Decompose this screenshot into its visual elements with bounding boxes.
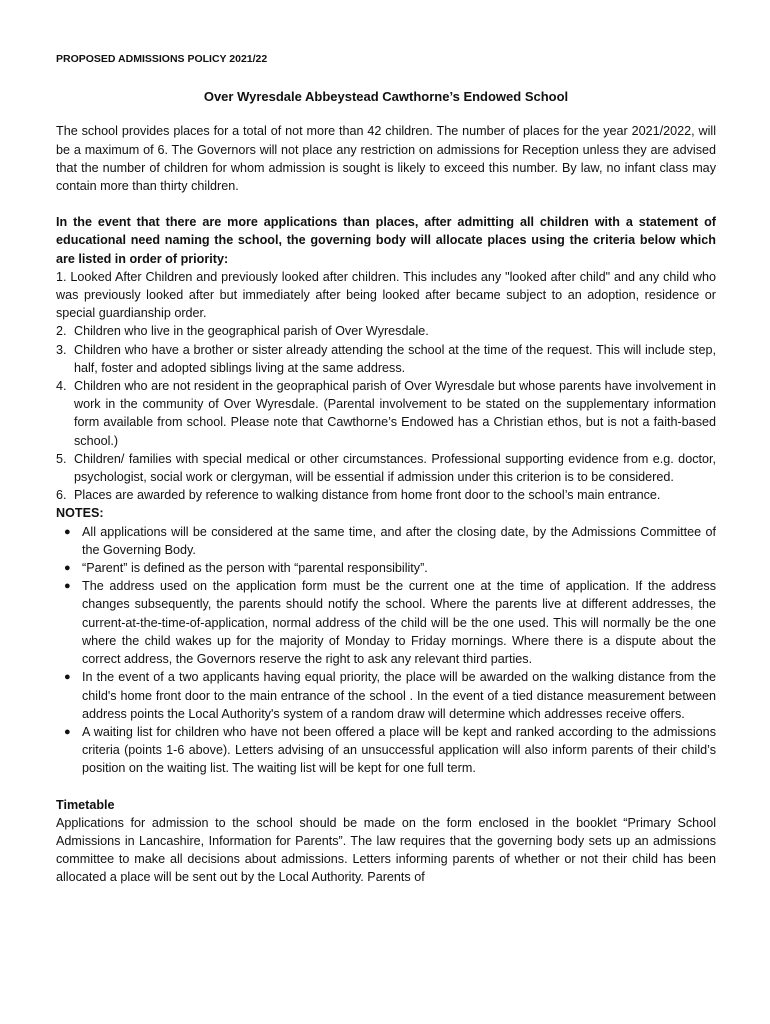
note-text: A waiting list for children who have not been offered a place will be kept and ranked according to the admissions criteria (points 1-6 above). Letters advising of an unsuccessful application will also inform parents of their child’s position on the waiting list. The waiting list will be kept for one full term. [82, 724, 716, 776]
criterion-text: Children who live in the geographical parish of Over Wyresdale. [74, 324, 429, 339]
bullet-icon: ● [64, 525, 71, 538]
criterion-number: 3. [56, 342, 67, 357]
note-item [56, 723, 716, 778]
criterion-text: Children/ families with special medical or other circumstances. Professional supporting evidence from e.g. doctor, psychologist, social work or clergyman, will be essential if admission under this criterion is to be considered. [74, 451, 716, 485]
criterion-number: 2. [56, 324, 67, 339]
criterion-item [56, 322, 716, 340]
notes-heading: NOTES: [56, 506, 104, 521]
document-page [56, 50, 716, 887]
criterion-item [56, 450, 716, 486]
criterion-number: 6. [56, 488, 67, 503]
timetable-paragraph: Applications for admission to the school should be made on the form enclosed in the booklet “Primary School Admissions in Lancashire, Information for Parents”. The law requires that the governing body sets up an admissions committee to make all decisions about admissions. Letters informing parents of whether or not their child has been allocated a place will be sent out by the Local Authority. Parents of [56, 815, 716, 885]
policy-label: PROPOSED ADMISSIONS POLICY 2021/22 [56, 53, 268, 65]
note-item [56, 668, 716, 723]
note-item [56, 559, 716, 577]
criterion-text: Looked After Children and previously looked after children. This includes any "looked after child" and any child who was previously looked after but immediately after being looked after became subject to an adoption, residence or special guardianship order. [56, 269, 716, 321]
bullet-icon: ● [64, 671, 71, 684]
note-text: The address used on the application form must be the current one at the time of application. If the address changes subsequently, the parents should notify the school. Where the parents live at different addresses, the current-at-the-time-of-application, normal address of the child will be the one used. This will normally be the one where the child wakes up for the majority of Monday to Friday mornings. Where there is a dispute about the correct address, the Governors reserve the right to ask any relevant third parties. [82, 579, 716, 667]
criterion-number: 5. [56, 451, 67, 466]
intro-paragraph: The school provides places for a total of not more than 42 children. The number of places for the year 2021/2022, will be a maximum of 6. The Governors will not place any restriction on admissions for Reception unless they are advised that the number of children for whom admission is sought is likely to exceed this number. By law, no infant class may contain more than thirty children. [56, 124, 716, 194]
bullet-icon: ● [64, 725, 71, 738]
criterion-item [56, 377, 716, 450]
criterion-number: 4. [56, 379, 67, 394]
bullet-icon: ● [64, 562, 71, 575]
notes-list [56, 523, 716, 778]
note-item [56, 523, 716, 559]
note-text: All applications will be considered at the same time, and after the closing date, by the Admissions Committee of the Governing Body. [82, 524, 716, 557]
criterion-text: Children who have a brother or sister already attending the school at the time of the request. This will include step, half, foster and adopted siblings living at the same address. [74, 342, 716, 375]
criterion-item [56, 486, 716, 504]
school-title: Over Wyresdale Abbeystead Cawthorne’s Endowed School [203, 89, 569, 105]
criterion-item [56, 268, 716, 323]
criterion-text: Places are awarded by reference to walking distance from home front door to the school’s main entrance. [74, 488, 661, 503]
note-text: “Parent” is defined as the person with “parental responsibility”. [82, 561, 428, 576]
criteria-list [56, 268, 716, 505]
note-item [56, 577, 716, 668]
bullet-icon: ● [64, 580, 71, 593]
timetable-heading: Timetable [56, 797, 115, 812]
note-text: In the event of a two applicants having equal priority, the place will be awarded on the walking distance from the child's home front door to the main entrance of the school . In the event of a tied distance measurement between address points the Local Authority's system of a random draw will determine which addresses receive offers. [82, 670, 716, 721]
criterion-number: 1. [56, 269, 67, 284]
criteria-lead: In the event that there are more applications than places, after admitting all children with a statement of educational need naming the school, the governing body will allocate places using the criteria below which are listed in order of priority: [56, 215, 716, 266]
criterion-text: Children who are not resident in the geopraphical parish of Over Wyresdale but whose parents have involvement in work in the community of Over Wyresdale. (Parental involvement to be stated on the supplementary information form available from school. Please note that Cawthorne’s Endowed has a Christian ethos, but is not a faith-based school.) [74, 379, 716, 448]
criterion-item [56, 341, 716, 377]
